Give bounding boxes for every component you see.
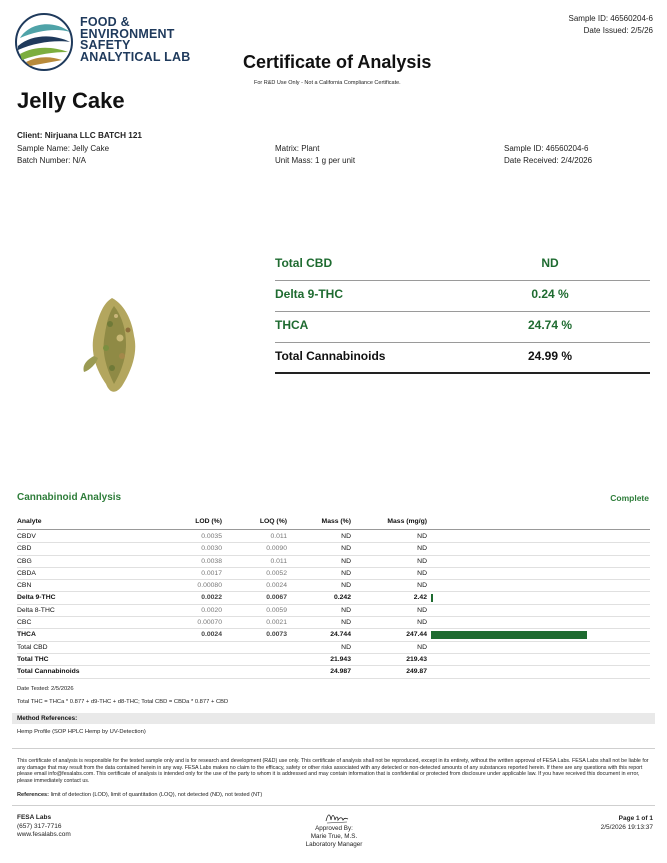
product-title: Jelly Cake	[17, 88, 125, 113]
table-row	[17, 531, 650, 543]
cell-mass-mg: ND	[417, 545, 427, 553]
cell-mass-mg: ND	[417, 619, 427, 627]
cell-loq: 0.0059	[266, 606, 287, 614]
cell-mass-pct: 24.744	[330, 631, 351, 639]
cell-mass-mg: ND	[417, 606, 427, 614]
header-sample-id: Sample ID: 46560204-6	[568, 14, 653, 23]
cell-mass-mg: 2.42	[413, 594, 427, 602]
sample-name: Sample Name: Jelly Cake	[17, 144, 110, 153]
cell-loq: 0.0052	[266, 569, 287, 577]
approver-name: Marie True, M.S.	[310, 832, 358, 840]
cell-loq: 0.0073	[266, 631, 287, 639]
cell-mass-mg: ND	[417, 582, 427, 590]
cell-mass-pct: 0.242	[333, 594, 351, 602]
footer-phone: (657) 317-7716	[17, 822, 62, 830]
header-lod: LOD (%)	[195, 518, 222, 525]
summary-row-total-cbd	[275, 250, 650, 281]
analysis-table	[17, 531, 650, 679]
summary-label: Delta 9-THC	[275, 287, 344, 301]
summary-value: 24.99 %	[527, 349, 573, 363]
lab-name-line: ANALYTICAL LAB	[80, 49, 191, 64]
table-row	[17, 629, 650, 641]
footer-company: FESA Labs	[17, 814, 52, 821]
total-formula: Total THC = THCa * 0.877 + d9-THC + d8-THC; Total CBD = CBDa * 0.877 + CBD	[17, 699, 229, 705]
lab-name-line: SAFETY	[80, 38, 131, 52]
mass-bar	[431, 631, 587, 639]
approver-title: Laboratory Manager	[305, 840, 363, 848]
lab-name-line: ENVIRONMENT	[80, 26, 175, 41]
method-title: Method References:	[17, 715, 78, 722]
table-row	[17, 642, 650, 654]
cell-loq: 0.0090	[266, 545, 287, 553]
lab-name	[80, 17, 190, 63]
mass-bar	[431, 594, 433, 602]
method-header-bar	[12, 713, 655, 724]
table-row	[17, 556, 650, 568]
page-number: Page 1 of 1	[618, 815, 653, 822]
summary-value: 0.24 %	[531, 287, 569, 301]
header-loq: LOQ (%)	[259, 518, 287, 525]
cell-mass-pct: ND	[341, 643, 351, 651]
table-row	[17, 605, 650, 617]
table-row	[17, 568, 650, 580]
table-row	[17, 617, 650, 629]
header-date-issued: Date Issued: 2/5/26	[583, 26, 653, 35]
cell-lod: 0.0038	[201, 557, 222, 565]
sample-photo	[72, 290, 162, 400]
cell-mass-mg: ND	[417, 569, 427, 577]
cell-analyte: Total THC	[17, 655, 49, 663]
header-mass-mg: Mass (mg/g)	[387, 518, 427, 525]
lab-logo	[14, 12, 74, 72]
cell-analyte: CBD	[17, 545, 32, 553]
cell-lod: 0.0017	[201, 569, 222, 577]
unit-mass: Unit Mass: 1 g per unit	[275, 156, 356, 165]
certificate-title: Certificate of Analysis	[243, 52, 432, 72]
summary-label: THCA	[275, 318, 309, 332]
table-header	[17, 518, 650, 530]
table-row	[17, 580, 650, 592]
summary-row-thca	[275, 312, 650, 343]
cell-mass-pct: ND	[341, 582, 351, 590]
date-tested: Date Tested: 2/5/2026	[17, 686, 74, 692]
date-received: Date Received: 2/4/2026	[504, 156, 593, 165]
cell-mass-mg: ND	[417, 643, 427, 651]
cell-lod: 0.0024	[201, 631, 222, 639]
analysis-status: Complete	[610, 493, 649, 503]
summary-row-delta9-thc	[275, 281, 650, 312]
cell-lod: 0.0035	[201, 533, 222, 540]
cell-mass-mg: 219.43	[406, 655, 427, 663]
summary-row-total-cannabinoids	[275, 343, 650, 374]
cell-analyte: Delta 8-THC	[17, 606, 55, 614]
footer-website[interactable]: www.fesalabs.com	[17, 831, 71, 838]
table-row	[17, 543, 650, 555]
cell-loq: 0.0067	[266, 594, 287, 602]
footer-contact	[17, 814, 71, 840]
cell-analyte: CBN	[17, 582, 32, 590]
cell-analyte: CBC	[17, 619, 32, 627]
cell-mass-mg: ND	[417, 533, 427, 540]
header-analyte: Analyte	[17, 518, 42, 525]
footer-timestamp: 2/5/2026 19:13:37	[600, 824, 653, 831]
client-line: Client: Nirjuana LLC BATCH 121	[17, 131, 142, 140]
cell-analyte: Delta 9-THC	[17, 594, 56, 602]
cell-mass-pct: 24.987	[330, 668, 351, 676]
cell-analyte: Total CBD	[17, 643, 48, 651]
table-row	[17, 666, 650, 678]
signature	[325, 811, 349, 825]
summary-value: ND	[541, 256, 559, 270]
lab-name-line: FOOD &	[80, 15, 130, 29]
summary-label: Total Cannabinoids	[275, 349, 386, 363]
header-meta	[569, 13, 654, 37]
cell-lod: 0.0030	[201, 545, 222, 553]
cell-analyte: Total Cannabinoids	[17, 668, 80, 676]
cell-mass-mg: ND	[417, 557, 427, 565]
potency-summary	[275, 250, 650, 374]
table-row	[17, 654, 650, 666]
cell-mass-pct: ND	[341, 606, 351, 614]
cell-analyte: CBDV	[17, 533, 36, 540]
references-label: References:	[17, 792, 50, 798]
summary-value: 24.74 %	[527, 318, 573, 332]
cell-loq: 0.011	[270, 557, 287, 565]
cell-lod: 0.0022	[201, 594, 222, 602]
cell-lod: 0.00070	[197, 619, 222, 627]
summary-label: Total CBD	[275, 256, 333, 270]
header-mass-pct: Mass (%)	[321, 518, 351, 525]
method-text: Hemp Profile (SOP HPLC Hemp by UV-Detection)	[17, 729, 146, 735]
cell-mass-pct: ND	[341, 569, 351, 577]
cell-mass-pct: ND	[341, 545, 351, 553]
approved-by-label: Approved By:	[315, 825, 353, 832]
batch-number: Batch Number: N/A	[17, 156, 86, 165]
cell-lod: 0.00080	[197, 582, 222, 590]
cell-mass-pct: ND	[341, 619, 351, 627]
divider	[12, 805, 655, 806]
cell-loq: 0.0024	[266, 582, 287, 590]
disclaimer: This certificate of analysis is responsible for the tested sample only and is for research and development (R&D) use only. This certificate of analysis shall not be reproduced, except in its entirety, without the written approval of FESA Labs. FESA Labs shall not be liable for any damage that may result from the data contained herein in any way. FESA Labs makes no claim to the efficacy, safety or other risks associated with any detected or non-detected amounts of any substances reported herein. If there are any questions with this report please email info@fesalabs.com. This certificate of analysis is intended only for the use of the party to whom it is addressed and may contain information that is confidential or protected from disclosure under applicable law. If you have received this document in error, please immediately contact us.	[17, 758, 649, 784]
footer-approval	[284, 825, 384, 848]
matrix: Matrix: Plant	[275, 144, 320, 153]
cell-mass-pct: ND	[341, 533, 351, 540]
cell-loq: 0.0021	[266, 619, 287, 627]
cell-mass-pct: 21.943	[330, 655, 351, 663]
certificate-note: For R&D Use Only - Not a California Compliance Certificate.	[254, 80, 401, 86]
cell-mass-mg: 247.44	[406, 631, 427, 639]
footer-page-info	[601, 814, 653, 832]
cell-lod: 0.0020	[201, 606, 222, 614]
cell-mass-pct: ND	[341, 557, 351, 565]
cell-loq: 0.011	[270, 533, 287, 540]
cell-mass-mg: 249.87	[406, 668, 427, 676]
analysis-title: Cannabinoid Analysis	[17, 492, 122, 503]
cell-analyte: CBG	[17, 557, 32, 565]
references-text: limit of detection (LOD), limit of quantitation (LOQ), not detected (ND), not tested (NT)	[49, 792, 263, 798]
table-row	[17, 592, 650, 604]
cell-analyte: CBDA	[17, 569, 36, 577]
sample-id: Sample ID: 46560204-6	[504, 144, 589, 153]
references	[17, 792, 262, 798]
cell-analyte: THCA	[17, 631, 36, 639]
divider	[12, 748, 655, 749]
